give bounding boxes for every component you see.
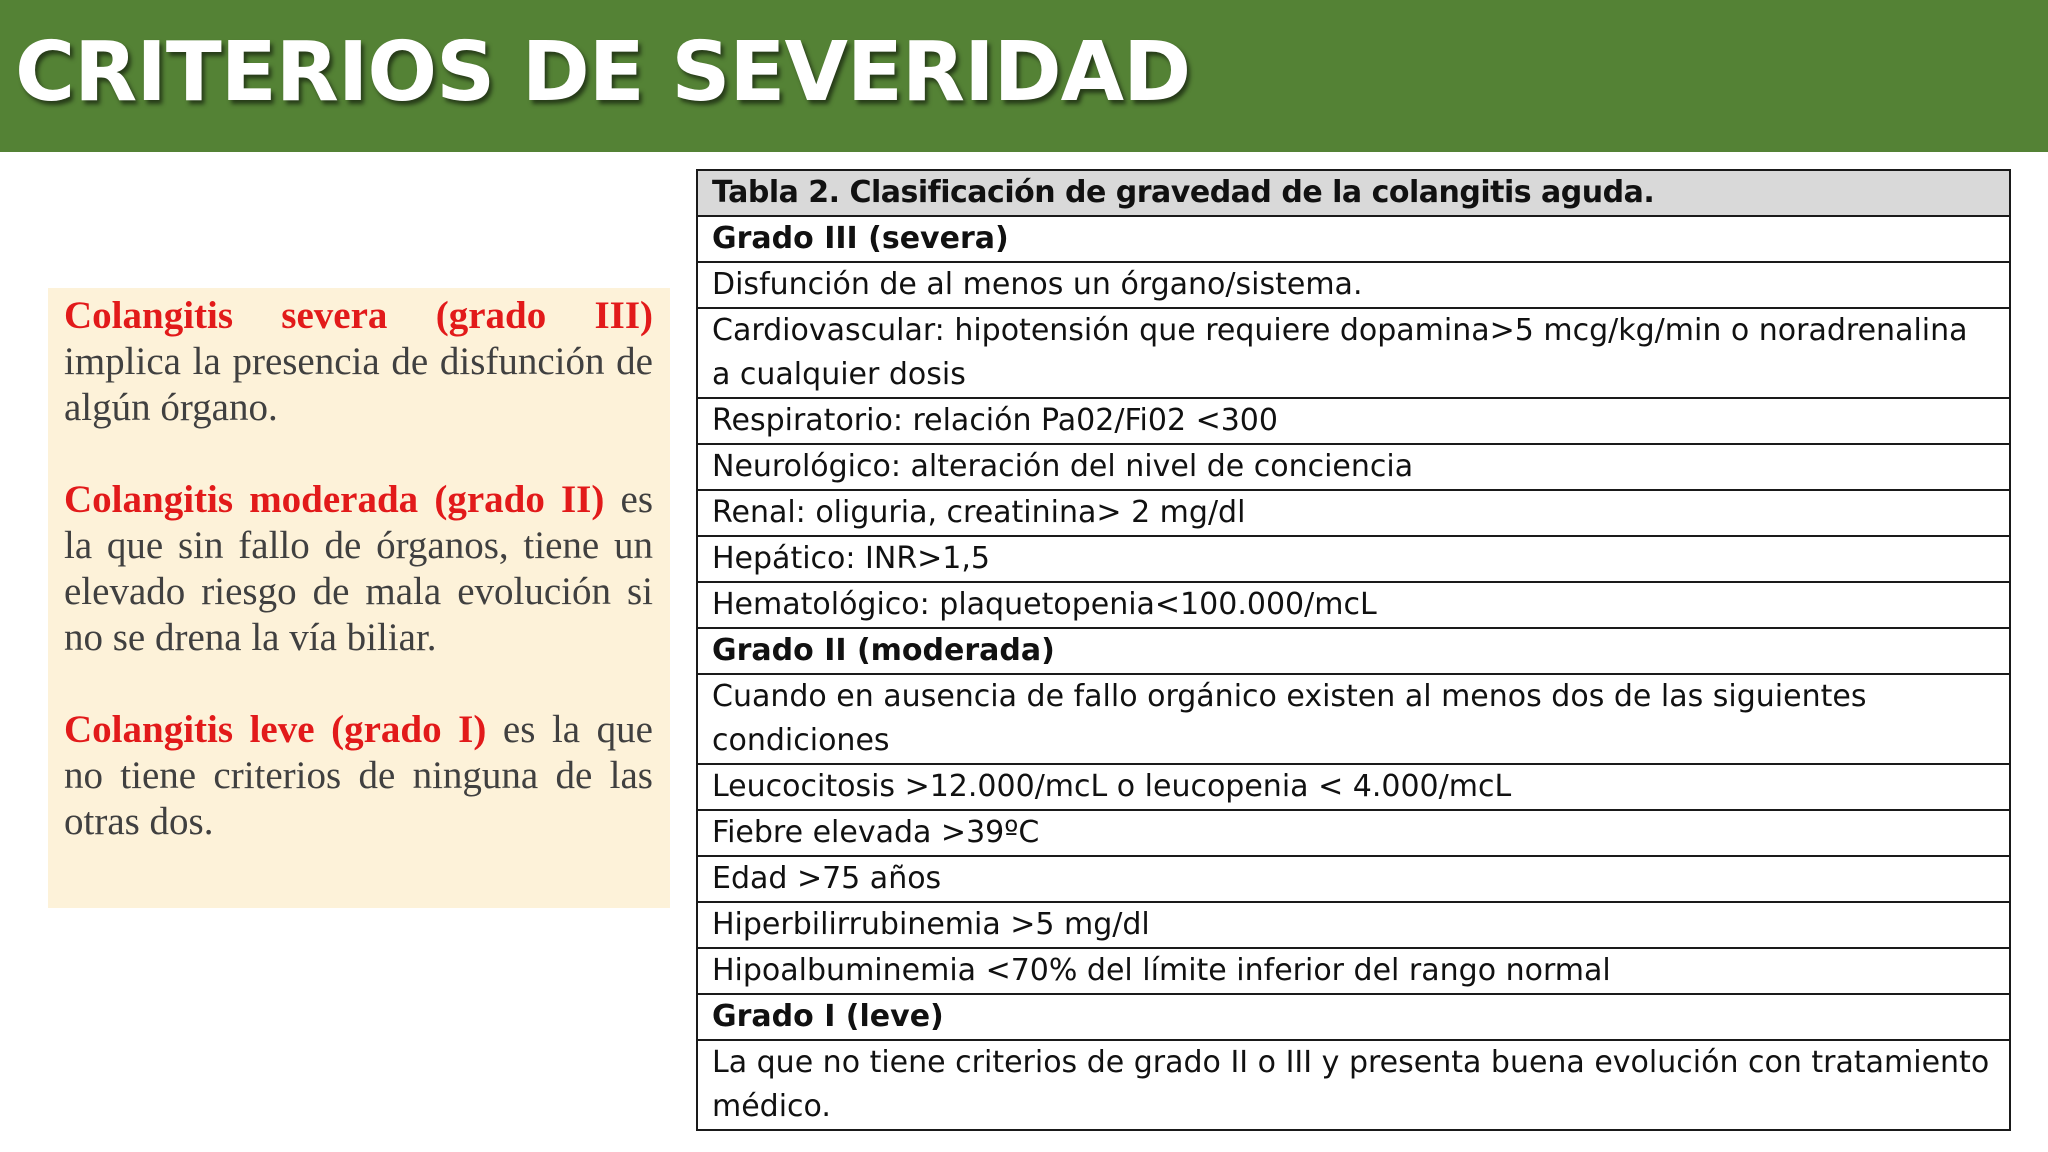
table-cell: Hepático: INR>1,5 [697,536,2010,582]
table-cell: Hiperbilirrubinemia >5 mg/dl [697,902,2010,948]
table-cell: Edad >75 años [697,856,2010,902]
table-cell: La que no tiene criterios de grado II o III y presenta buena evolución con tratamiento médico. [697,1040,2010,1130]
table-cell: Neurológico: alteración del nivel de conciencia [697,444,2010,490]
summary-mild [64,707,653,845]
table-cell: Hipoalbuminemia <70% del límite inferior del rango normal [697,948,2010,994]
grade-heading-row [697,994,2010,1040]
severity-table-container [696,169,2011,1131]
grade-i-heading: Grado I (leve) [697,994,2010,1040]
table-cell: Fiebre elevada >39ºC [697,810,2010,856]
table-row [697,902,2010,948]
table-cell: Disfunción de al menos un órgano/sistema. [697,262,2010,308]
table-cell: Renal: oliguria, creatinina> 2 mg/dl [697,490,2010,536]
table-row [697,764,2010,810]
moderate-text: es la que sin fallo de órganos, tiene un elevado riesgo de mala evolución si no se drena la vía biliar. [64,478,653,659]
table-row [697,536,2010,582]
table-row [697,308,2010,398]
mild-text: es la que no tiene criterios de ninguna de las otras dos. [64,708,653,843]
severity-table [696,169,2011,1131]
table-row [697,674,2010,764]
page-title: CRITERIOS DE SEVERIDAD [15,25,1191,120]
table-row [697,398,2010,444]
grade-heading-row [697,216,2010,262]
table-row [697,582,2010,628]
grade-heading-row [697,628,2010,674]
summary-box [48,288,670,908]
table-cell: Cardiovascular: hipotensión que requiere dopamina>5 mcg/kg/min o noradrenalina a cualquier dosis [697,308,2010,398]
summary-moderate [64,477,653,661]
severe-label: Colangitis severa (grado III) [64,294,653,337]
grade-iii-heading: Grado III (severa) [697,216,2010,262]
table-row [697,1040,2010,1130]
table-caption-row [697,170,2010,216]
grade-ii-heading: Grado II (moderada) [697,628,2010,674]
table-caption: Tabla 2. Clasificación de gravedad de la colangitis aguda. [697,170,2010,216]
moderate-label: Colangitis moderada (grado II) [64,478,605,521]
table-cell: Respiratorio: relación Pa02/Fi02 <300 [697,398,2010,444]
severe-text: implica la presencia de disfunción de algún órgano. [64,340,653,429]
table-row [697,490,2010,536]
table-cell: Leucocitosis >12.000/mcL o leucopenia < 4.000/mcL [697,764,2010,810]
mild-label: Colangitis leve (grado I) [64,708,487,751]
summary-severe [64,293,653,431]
table-row [697,810,2010,856]
table-row [697,262,2010,308]
table-row [697,444,2010,490]
table-cell: Cuando en ausencia de fallo orgánico existen al menos dos de las siguientes condiciones [697,674,2010,764]
table-row [697,948,2010,994]
table-row [697,856,2010,902]
title-bar [0,0,2048,152]
table-cell: Hematológico: plaquetopenia<100.000/mcL [697,582,2010,628]
